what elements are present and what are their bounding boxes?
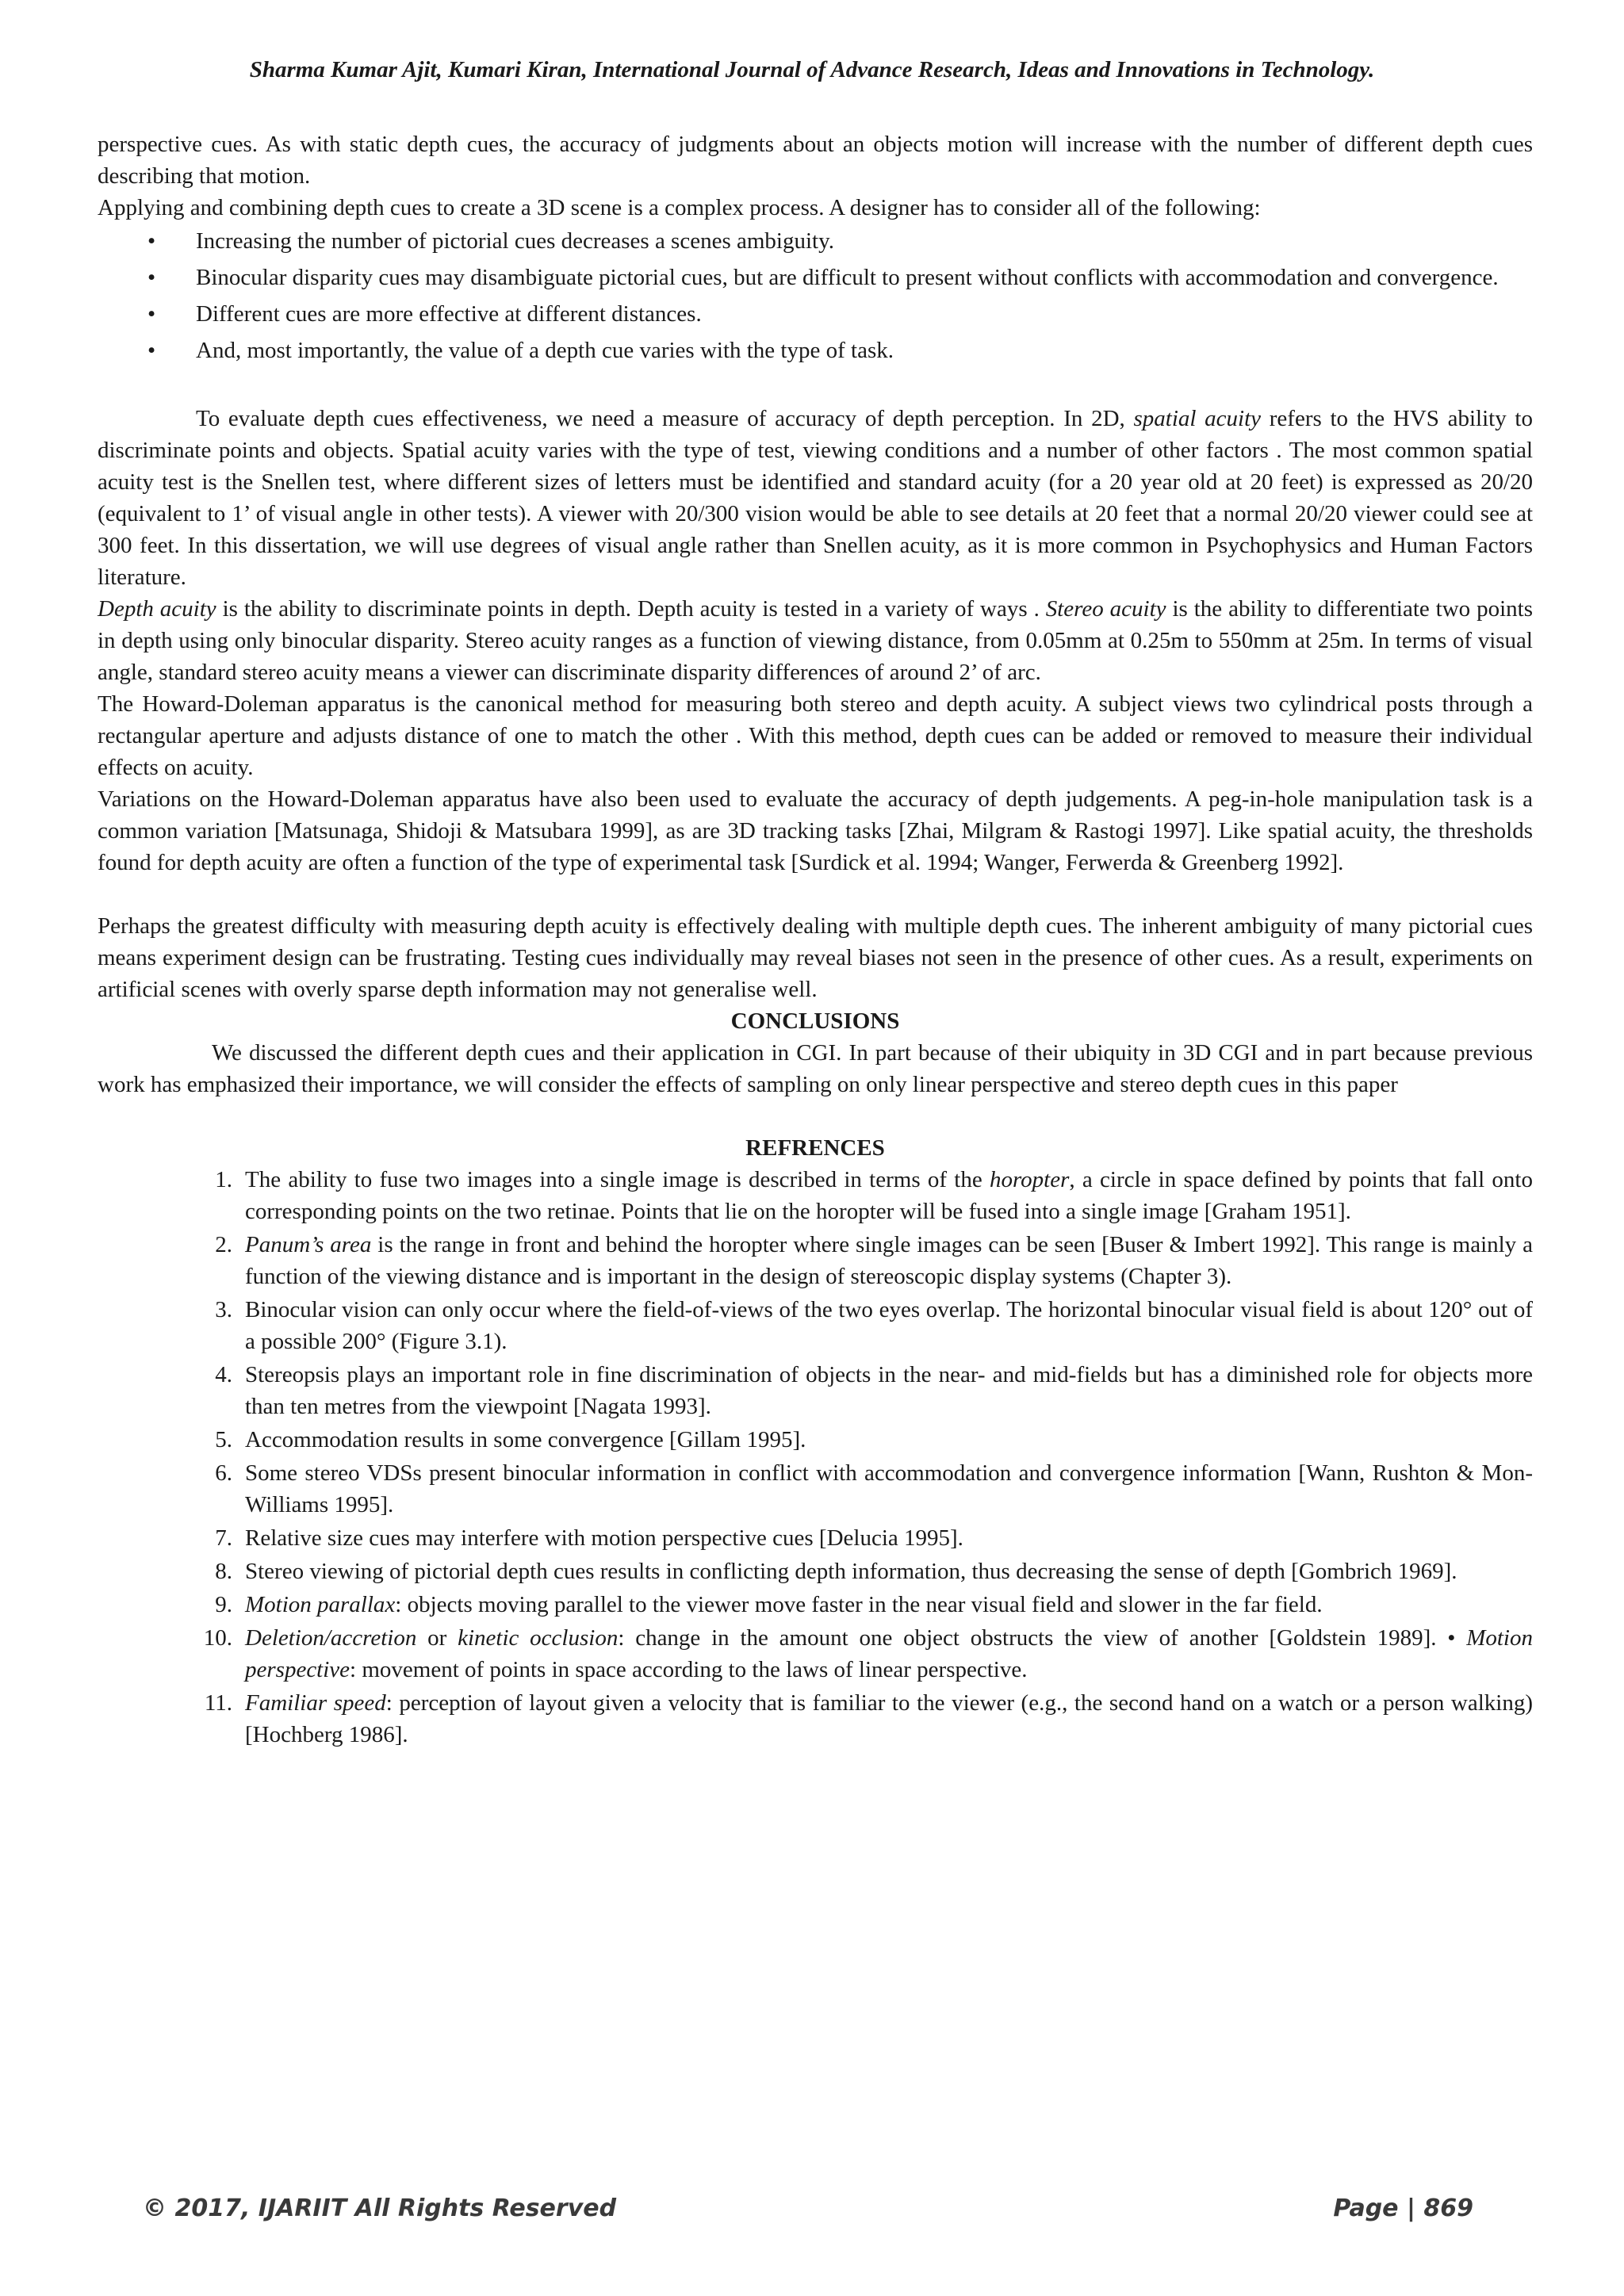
bullet-item	[98, 262, 1533, 293]
reference-number: 4.	[215, 1362, 232, 1387]
term-horopter: horopter	[989, 1167, 1070, 1192]
reference-number: 8.	[215, 1559, 232, 1584]
reference-number: 3.	[215, 1297, 232, 1322]
bullet-text: Different cues are more effective at different distances.	[196, 301, 702, 327]
text-run: Binocular vision can only occur where the field-of-views of the two eyes overlap. The horizontal binocular visual field is about 120° out of a possible 200° (Figure 3.1).	[245, 1297, 1533, 1354]
bullet-item	[98, 335, 1533, 366]
reference-item	[98, 1687, 1533, 1751]
reference-number: 10.	[203, 1625, 232, 1651]
page-number-footer: Page | 869	[1333, 2195, 1473, 2222]
text-run: , a circle in space defined by points that fall onto corresponding points on the two retinae. Points that lie on the horopter will be fused into a single image [Graham 1951].	[245, 1167, 1533, 1224]
bullet-glyph: •	[147, 301, 156, 327]
paragraph-spacer	[98, 1100, 1533, 1132]
text-run: To evaluate depth cues effectiveness, we need a measure of accuracy of depth perception. In 2D,	[196, 406, 1134, 431]
reference-item	[98, 1522, 1533, 1554]
paragraph-conclusions: We discussed the different depth cues and their application in CGI. In part because of their ubiquity in 3D CGI and in part because previous work has emphasized their importance, we will consider the effects of sampling on only linear perspective and stereo depth cues in this paper	[98, 1040, 1533, 1097]
text-run: Stereopsis plays an important role in fine discrimination of objects in the near- and mid-fields but has a diminished role for objects more than ten metres from the viewpoint [Nagata 1993].	[245, 1362, 1533, 1419]
bullet-text: And, most importantly, the value of a depth cue varies with the type of task.	[196, 338, 894, 363]
term-familiar-speed: Familiar speed	[245, 1690, 386, 1716]
reference-item	[98, 1164, 1533, 1227]
bullet-item	[98, 225, 1533, 257]
paragraph-perhaps: Perhaps the greatest difficulty with measuring depth acuity is effectively dealing with multiple depth cues. The inherent ambiguity of many pictorial cues means experiment design can be frustrating. Testing cues individually may reveal biases not seen in the presence of other cues. As a result, experiments on artificial scenes with overly sparse depth information may not generalise well.	[98, 913, 1533, 1002]
reference-list	[98, 1164, 1533, 1751]
reference-item	[98, 1622, 1533, 1686]
paragraph-howard-doleman: The Howard-Doleman apparatus is the canonical method for measuring both stereo and depth acuity. A subject views two cylindrical posts through a rectangular aperture and adjusts distance of one to match the other . With this method, depth cues can be added or removed to measure their individual effects on acuity.	[98, 691, 1533, 780]
reference-number: 5.	[215, 1427, 232, 1452]
term-depth-acuity: Depth acuity	[98, 596, 216, 622]
running-header: Sharma Kumar Ajit, Kumari Kiran, International Journal of Advance Research, Ideas and Innovations in Technology.	[249, 57, 1375, 82]
text-run: : movement of points in space according to the laws of linear perspective.	[350, 1657, 1028, 1682]
page-body	[98, 128, 1533, 1752]
reference-item	[98, 1589, 1533, 1621]
bullet-glyph: •	[147, 265, 156, 290]
text-run: refers to the HVS ability to discriminate points and objects. Spatial acuity varies with the type of test, viewing conditions and a number of other factors . The most common spatial acuity test is the Snellen test, where different sizes of letters must be identified and standard acuity (for a 20 year old at 20 feet) is expressed as 20/20 (equivalent to 1’ of visual angle in other tests). A viewer with 20/300 vision would be able to see details at 20 feet that a normal 20/20 viewer could see at 300 feet. In this dissertation, we will use degrees of visual angle rather than Snellen acuity, as it is more common in Psychophysics and Human Factors literature.	[98, 406, 1533, 590]
reference-number: 11.	[204, 1690, 232, 1716]
term-panums-area: Panum’s area	[245, 1232, 372, 1257]
paragraph-evaluate	[98, 403, 1533, 593]
reference-number: 9.	[215, 1592, 232, 1617]
text-run: is the range in front and behind the horopter where single images can be seen [Buser & Imbert 1992]. This range is mainly a function of the viewing distance and is important in the design of stereoscopic display systems (Chapter 3).	[245, 1232, 1533, 1289]
text-run: : objects moving parallel to the viewer move faster in the near visual field and slower in the far field.	[395, 1592, 1323, 1617]
text-run: The ability to fuse two images into a single image is described in terms of the	[245, 1167, 990, 1192]
paragraph-applying: Applying and combining depth cues to create a 3D scene is a complex process. A designer has to consider all of the following:	[98, 195, 1261, 220]
paragraph-intro: perspective cues. As with static depth cues, the accuracy of judgments about an objects motion will increase with the number of different depth cues describing that motion.	[98, 132, 1533, 189]
term-kinetic-occlusion: kinetic occlusion	[458, 1625, 619, 1651]
bullet-item	[98, 298, 1533, 330]
term-motion-parallax: Motion parallax	[245, 1592, 396, 1617]
term-deletion-accretion: Deletion/accretion	[245, 1625, 417, 1651]
text-run: Relative size cues may interfere with motion perspective cues [Delucia 1995].	[245, 1525, 963, 1551]
reference-item	[98, 1457, 1533, 1521]
paragraph-spacer	[98, 371, 1533, 403]
text-run: is the ability to discriminate points in depth. Depth acuity is tested in a variety of ways .	[216, 596, 1046, 622]
text-run: is the ability to differentiate two points in depth using only binocular disparity. Stereo acuity ranges as a function of viewing distance, from 0.05mm at 0.25m to 550mm at 25m. In terms of visual angle, standard stereo acuity means a viewer can discriminate disparity differences of around 2’ of arc.	[98, 596, 1533, 685]
paragraph-spacer	[98, 878, 1533, 910]
text-run: or	[416, 1625, 458, 1651]
term-motion-perspective: Motion perspective	[245, 1625, 1533, 1682]
bullet-glyph: •	[147, 228, 156, 254]
bullet-glyph: •	[147, 338, 156, 363]
reference-number: 7.	[215, 1525, 232, 1551]
text-run: Some stereo VDSs present binocular information in conflict with accommodation and convergence information [Wann, Rushton & Mon-Williams 1995].	[245, 1460, 1533, 1517]
reference-item	[98, 1359, 1533, 1422]
reference-item	[98, 1229, 1533, 1292]
text-run: : change in the amount one object obstructs the view of another [Goldstein 1989]. •	[618, 1625, 1467, 1651]
reference-item	[98, 1556, 1533, 1587]
copyright-footer: © 2017, IJARIIT All Rights Reserved	[143, 2195, 617, 2222]
conclusions-heading: CONCLUSIONS	[730, 1008, 900, 1034]
references-heading: REFRENCES	[745, 1135, 885, 1161]
bullet-text: Increasing the number of pictorial cues decreases a scenes ambiguity.	[196, 228, 834, 254]
reference-number: 6.	[215, 1460, 232, 1486]
paragraph-variations: Variations on the Howard-Doleman apparatus have also been used to evaluate the accuracy of depth judgements. A peg-in-hole manipulation task is a common variation [Matsunaga, Shidoji & Matsubara 1999], as are 3D tracking tasks [Zhai, Milgram & Rastogi 1997]. Like spatial acuity, the thresholds found for depth acuity are often a function of the type of experimental task [Surdick et al. 1994; Wanger, Ferwerda & Greenberg 1992].	[98, 786, 1533, 875]
depth-cue-bullet-list	[98, 225, 1533, 366]
paragraph-depth-acuity	[98, 593, 1533, 688]
reference-item	[98, 1424, 1533, 1456]
bullet-text: Binocular disparity cues may disambiguate pictorial cues, but are difficult to present without conflicts with accommodation and convergence.	[196, 265, 1499, 290]
reference-number: 2.	[215, 1232, 232, 1257]
reference-item	[98, 1294, 1533, 1357]
text-run: : perception of layout given a velocity that is familiar to the viewer (e.g., the second hand on a watch or a person walking) [Hochberg 1986].	[245, 1690, 1533, 1747]
text-run: Accommodation results in some convergence [Gillam 1995].	[245, 1427, 806, 1452]
term-stereo-acuity: Stereo acuity	[1045, 596, 1166, 622]
term-spatial-acuity: spatial acuity	[1133, 406, 1262, 431]
reference-number: 1.	[215, 1167, 232, 1192]
text-run: Stereo viewing of pictorial depth cues results in conflicting depth information, thus decreasing the sense of depth [Gombrich 1969].	[245, 1559, 1457, 1584]
